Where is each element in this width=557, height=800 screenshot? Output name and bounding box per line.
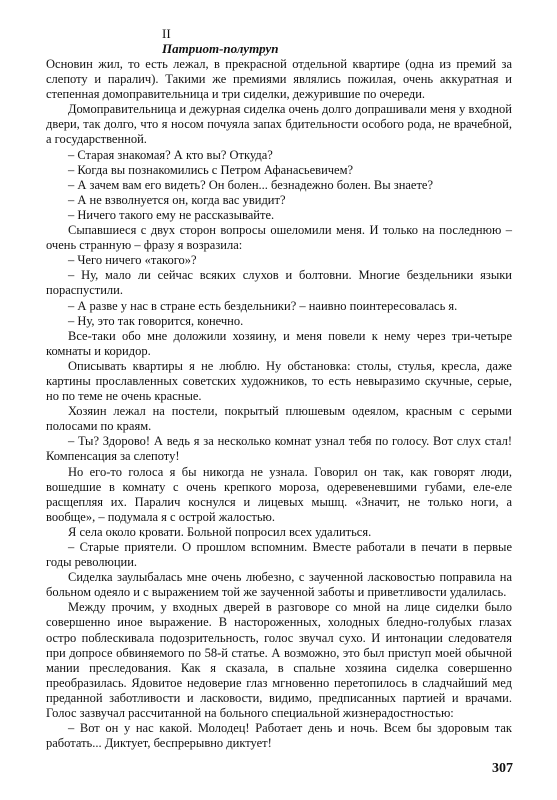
dialogue-line: – Чего ничего «такого»? (68, 253, 197, 268)
dialogue-line: – Когда вы познакомились с Петром Афанасьевичем? (68, 162, 354, 177)
dialogue-line: – А не взволнуется он, когда вас увидит? (68, 192, 286, 207)
chapter-number: II (162, 26, 171, 41)
dialogue-line: – Ну, это так говорится, конечно. (68, 313, 244, 328)
dialogue-line: – Вот он у нас какой. Молодец! Работает день и ночь. Всем бы здоровым так работать... Диктует, беспрерывно диктует! (46, 721, 512, 751)
paragraph: Я села около кровати. Больной попросил всех удалиться. (68, 524, 372, 539)
dialogue-line: – Старые приятели. О прошлом вспомним. Вместе работали в печати в первые годы революции. (46, 540, 512, 570)
paragraph: Между прочим, у входных дверей в разговоре со мной на лице сиделки было совершенно иное выражение. В настороженных, холодных бледно-голубых глазах остро поблескивала подозрительность, голос звучал сухо. И интонации следователя при допросе обвиняемого по 58-й статье. А возможно, это был приступ моей обычной мании преследования. Как я сказала, в спальне хозяина сиделка совершенно преобразилась. Ядовитое недоверие глаз мгновенно перетопилось в сладчайший мед преданной заботливости и ласковости, видимо, предписанных партией и врачами. Голос зазвучал рассчитанной на больного специальной жизнерадостностью: (46, 600, 512, 721)
paragraph: Все-таки обо мне доложили хозяину, и меня повели к нему через три-четыре комнаты и коридор. (46, 328, 512, 358)
paragraph: Сыпавшиеся с двух сторон вопросы ошеломили меня. И только на последнюю – очень странную – фразу я возразила: (46, 223, 512, 253)
dialogue-line: – Ну, мало ли сейчас всяких слухов и болтовни. Многие бездельники языки пораспустили. (46, 268, 512, 298)
dialogue-line: – Ничего такого ему не рассказывайте. (68, 207, 275, 222)
dialogue-line: – Старая знакомая? А кто вы? Откуда? (68, 147, 273, 162)
dialogue-line: – А разве у нас в стране есть бездельники? – наивно поинтересовалась я. (68, 298, 458, 313)
paragraph: Но его-то голоса я бы никогда не узнала. Говорил он так, как говорят люди, вошедшие в комнату с очень крепкого мороза, одеревеневшими губами, еле-еле расщепляя их. Паралич коснулся и лицевых мышц. «Значит, не только ноги, а вообще», – подумала я с острой жалостью. (46, 464, 512, 524)
dialogue-line: – Ты? Здорово! А ведь я за несколько комнат узнал тебя по голосу. Вот слух стал! Компенсация за слепоту! (46, 434, 512, 464)
paragraph: Сиделка заулыбалась мне очень любезно, с заученной ласковостью поправила на больном одеяло и с выражением той же заученной заботы и приветливости удалилась. (46, 570, 512, 600)
paragraph: Основин жил, то есть лежал, в прекрасной отдельной квартире (одна из премий за слепоту и паралич). Такими же премиями являлись пожилая, очень аккуратная и степенная домоправительница и три сиделки, дежурившие по очереди. (46, 57, 512, 102)
paragraph: Описывать квартиры я не люблю. Ну обстановка: столы, стулья, кресла, даже картины прославленных советских художников, то есть невыразимо скучные, серые, но по теме не очень красные. (46, 358, 512, 404)
page-text (46, 26, 512, 751)
paragraph: Домоправительница и дежурная сиделка очень долго допрашивали меня у входной двери, так долго, что я носом почуяла запах бдительности особого рода, не врачебной, а государственной. (46, 102, 512, 147)
dialogue-line: – А зачем вам его видеть? Он болен... безнадежно болен. Вы знаете? (68, 177, 434, 192)
paragraph: Хозяин лежал на постели, покрытый плюшевым одеялом, красным с серыми полосами по краям. (46, 404, 512, 434)
chapter-title: Патриот-полутруп (162, 41, 279, 56)
page-number: 307 (492, 761, 513, 776)
